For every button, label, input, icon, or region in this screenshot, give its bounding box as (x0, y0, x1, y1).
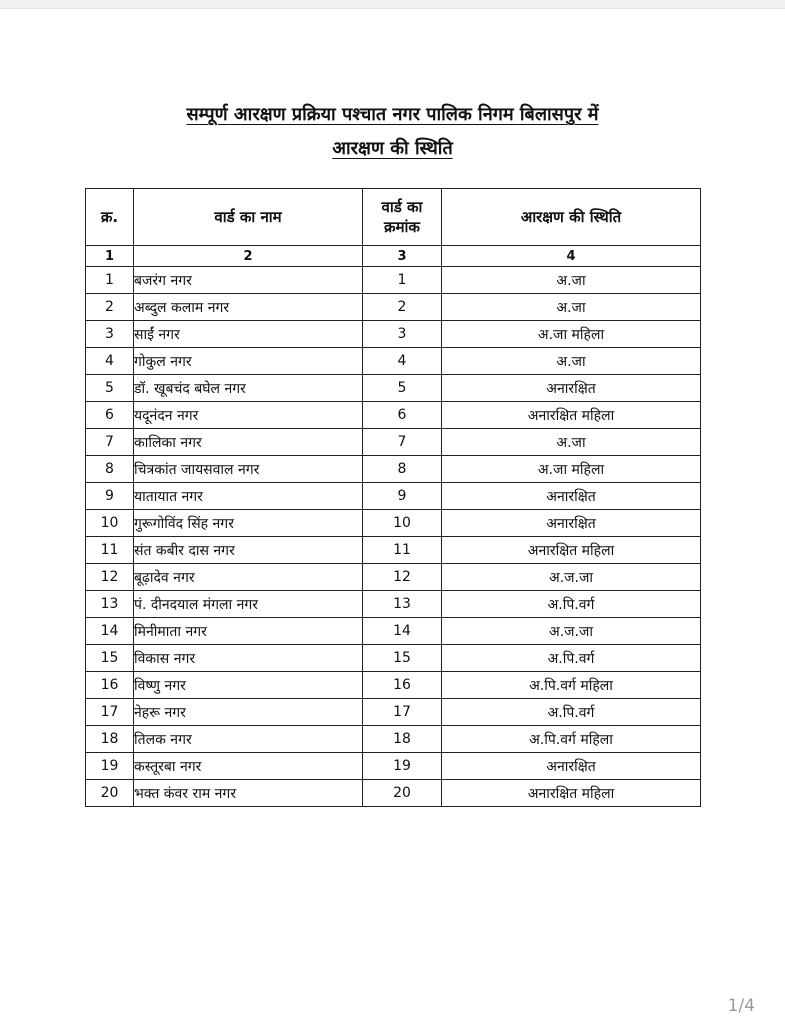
row-ward-number: 8 (363, 456, 442, 483)
header-ward-number: वार्ड का क्रमांक (363, 189, 442, 246)
row-ward-number: 14 (363, 618, 442, 645)
row-ward-name: डॉ. खूबचंद बघेल नगर (134, 375, 363, 402)
document-title (0, 98, 785, 166)
viewer-top-edge (0, 0, 785, 9)
table-body (86, 267, 701, 807)
header-serial: क्र. (86, 189, 134, 246)
row-ward-name: पं. दीनदयाल मंगला नगर (134, 591, 363, 618)
row-reservation-status: अ.जा (442, 429, 701, 456)
table-row (86, 672, 701, 699)
table-row (86, 753, 701, 780)
row-reservation-status: अनारक्षित महिला (442, 780, 701, 807)
row-ward-number: 15 (363, 645, 442, 672)
row-reservation-status: अ.ज.जा (442, 564, 701, 591)
row-ward-number: 6 (363, 402, 442, 429)
row-serial: 13 (86, 591, 134, 618)
row-ward-number: 2 (363, 294, 442, 321)
row-ward-number: 9 (363, 483, 442, 510)
row-serial: 20 (86, 780, 134, 807)
row-reservation-status: अ.पि.वर्ग (442, 591, 701, 618)
table-row (86, 537, 701, 564)
row-serial: 1 (86, 267, 134, 294)
row-serial: 3 (86, 321, 134, 348)
row-reservation-status: अ.ज.जा (442, 618, 701, 645)
table-row (86, 267, 701, 294)
row-serial: 10 (86, 510, 134, 537)
row-ward-number: 11 (363, 537, 442, 564)
row-ward-number: 17 (363, 699, 442, 726)
header-reservation-status: आरक्षण की स्थिति (442, 189, 701, 246)
row-reservation-status: अ.जा (442, 294, 701, 321)
page-indicator: 1/4 (727, 996, 755, 1016)
row-reservation-status: अ.पि.वर्ग महिला (442, 726, 701, 753)
row-serial: 16 (86, 672, 134, 699)
column-number: 2 (134, 246, 363, 267)
row-reservation-status: अनारक्षित महिला (442, 537, 701, 564)
row-ward-name: गुरूगोविंद सिंह नगर (134, 510, 363, 537)
table-row (86, 294, 701, 321)
row-reservation-status: अनारक्षित (442, 753, 701, 780)
row-reservation-status: अ.पि.वर्ग (442, 699, 701, 726)
row-ward-name: यातायात नगर (134, 483, 363, 510)
table-row (86, 321, 701, 348)
table-row (86, 375, 701, 402)
row-ward-name: चित्रकांत जायसवाल नगर (134, 456, 363, 483)
row-ward-name: बजरंग नगर (134, 267, 363, 294)
row-reservation-status: अ.पि.वर्ग महिला (442, 672, 701, 699)
row-serial: 6 (86, 402, 134, 429)
row-serial: 5 (86, 375, 134, 402)
row-reservation-status: अ.पि.वर्ग (442, 645, 701, 672)
row-ward-number: 7 (363, 429, 442, 456)
column-number: 3 (363, 246, 442, 267)
table-row (86, 564, 701, 591)
row-serial: 15 (86, 645, 134, 672)
row-ward-number: 13 (363, 591, 442, 618)
title-line-1: सम्पूर्ण आरक्षण प्रक्रिया पश्चात नगर पालिक निगम बिलासपुर में (186, 104, 599, 125)
row-ward-number: 20 (363, 780, 442, 807)
row-ward-name: तिलक नगर (134, 726, 363, 753)
row-ward-number: 10 (363, 510, 442, 537)
row-ward-name: विकास नगर (134, 645, 363, 672)
row-serial: 2 (86, 294, 134, 321)
row-ward-name: गोकुल नगर (134, 348, 363, 375)
table-row (86, 429, 701, 456)
row-ward-name: कालिका नगर (134, 429, 363, 456)
table-row (86, 348, 701, 375)
table-row (86, 591, 701, 618)
row-serial: 4 (86, 348, 134, 375)
row-reservation-status: अ.जा (442, 267, 701, 294)
row-reservation-status: अ.जा (442, 348, 701, 375)
row-serial: 8 (86, 456, 134, 483)
row-ward-name: विष्णु नगर (134, 672, 363, 699)
row-ward-number: 4 (363, 348, 442, 375)
row-serial: 18 (86, 726, 134, 753)
row-ward-name: नेहरू नगर (134, 699, 363, 726)
table-row (86, 726, 701, 753)
row-serial: 7 (86, 429, 134, 456)
row-ward-number: 16 (363, 672, 442, 699)
column-number-row (86, 246, 701, 267)
row-serial: 9 (86, 483, 134, 510)
row-ward-name: भक्त कंवर राम नगर (134, 780, 363, 807)
table-row (86, 645, 701, 672)
header-ward-name: वार्ड का नाम (134, 189, 363, 246)
column-number: 1 (86, 246, 134, 267)
row-ward-name: बूढ़ादेव नगर (134, 564, 363, 591)
row-reservation-status: अनारक्षित (442, 483, 701, 510)
table-row (86, 402, 701, 429)
row-ward-number: 1 (363, 267, 442, 294)
row-ward-name: यदूनंदन नगर (134, 402, 363, 429)
table-row (86, 699, 701, 726)
row-ward-name: कस्तूरबा नगर (134, 753, 363, 780)
row-ward-name: अब्दुल कलाम नगर (134, 294, 363, 321)
row-ward-name: संत कबीर दास नगर (134, 537, 363, 564)
row-ward-number: 5 (363, 375, 442, 402)
row-serial: 11 (86, 537, 134, 564)
row-reservation-status: अ.जा महिला (442, 321, 701, 348)
row-serial: 17 (86, 699, 134, 726)
row-reservation-status: अनारक्षित (442, 510, 701, 537)
row-serial: 14 (86, 618, 134, 645)
row-ward-number: 12 (363, 564, 442, 591)
row-serial: 19 (86, 753, 134, 780)
row-serial: 12 (86, 564, 134, 591)
table-row (86, 456, 701, 483)
row-ward-number: 18 (363, 726, 442, 753)
row-reservation-status: अनारक्षित (442, 375, 701, 402)
row-reservation-status: अनारक्षित महिला (442, 402, 701, 429)
row-ward-number: 19 (363, 753, 442, 780)
table-row (86, 510, 701, 537)
table-row (86, 483, 701, 510)
table-row (86, 618, 701, 645)
row-ward-name: साईं नगर (134, 321, 363, 348)
row-reservation-status: अ.जा महिला (442, 456, 701, 483)
row-ward-name: मिनीमाता नगर (134, 618, 363, 645)
table-header-row (86, 189, 701, 246)
title-line-2: आरक्षण की स्थिति (332, 138, 453, 159)
reservation-table (85, 188, 701, 807)
table-row (86, 780, 701, 807)
row-ward-number: 3 (363, 321, 442, 348)
column-number: 4 (442, 246, 701, 267)
